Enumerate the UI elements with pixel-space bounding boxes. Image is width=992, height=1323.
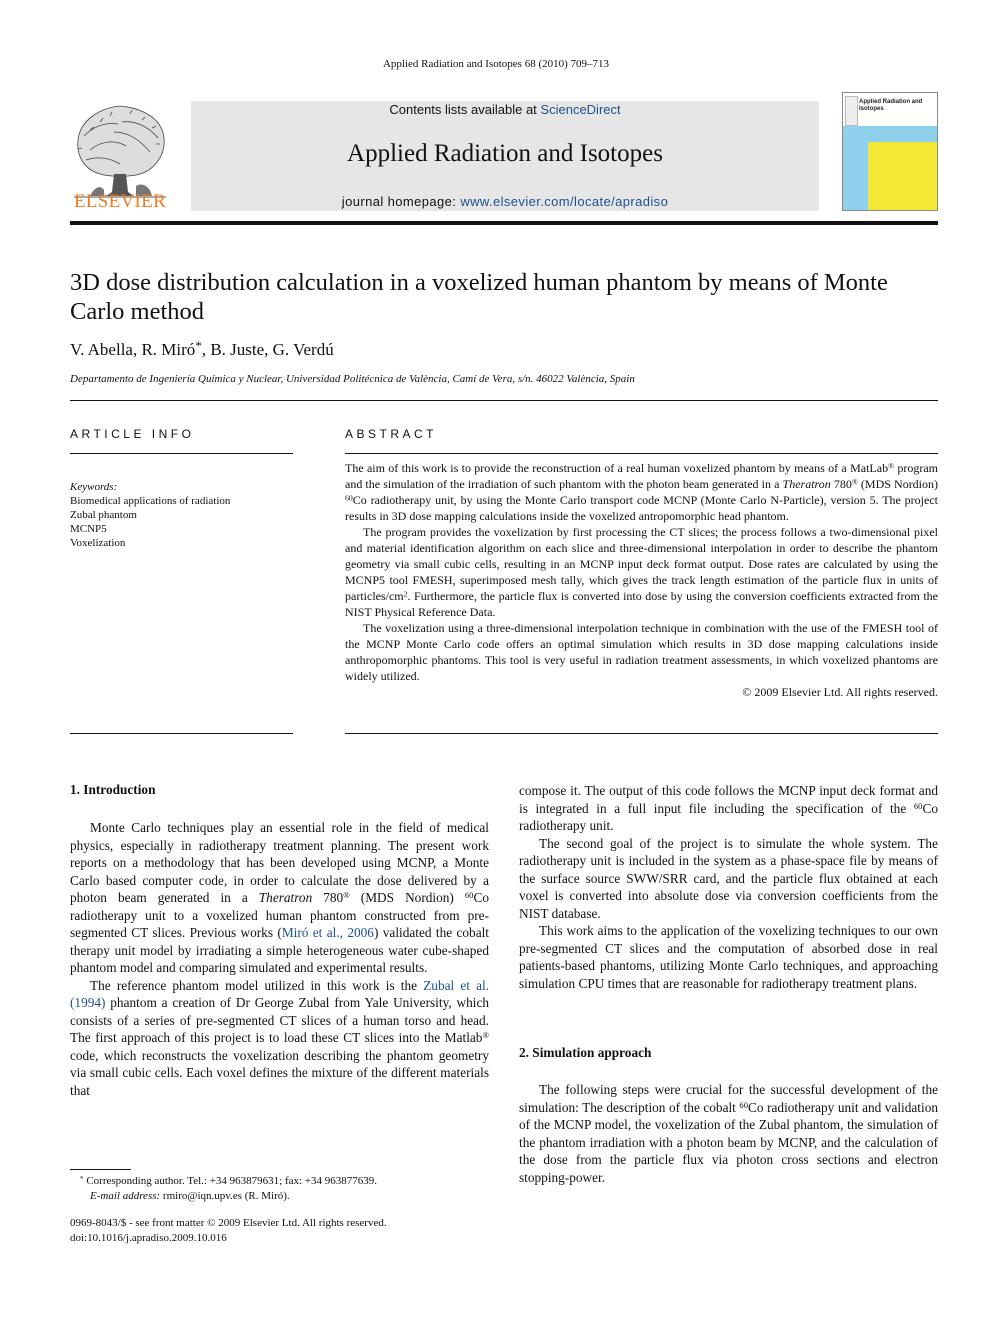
- abstract-paragraph: The aim of this work is to provide the reconstruction of a real human voxelized phantom by means of a MatLab® program and the simulation of the irradiation of such phantom with the photon beam generated in a Theratron 780® (MDS Nordion) $^{60}$Co radiotherapy unit, by using the Monte Carlo transport code MCNP (Monte Carlo N-Particle), version 5. The project results in 3D dose mapping calculations inside the voxelized antropomorphic head phantom.: [345, 461, 939, 523]
- abstract-body: [345, 460, 938, 700]
- homepage-prefix: journal homepage:: [341, 194, 457, 209]
- body-paragraph: This work aims to the application of the voxelizing techniques to our own pre-segmented CT slices and the computation of absorbed dose in real patients-based phantoms, utilizing Monte Carlo techniques, and approaching simulation CPU times that are reasonable for radiotherapy treatment plans.: [519, 923, 938, 991]
- article-info-bottom-rule: [70, 733, 293, 734]
- intro-paragraph: Monte Carlo techniques play an essential role in the field of medical physics, especially in radiotherapy treatment planning. The present work reports on a methodology that has been developed using MCNP, a Monte Carlo based computer code, in order to calculate the dose delivered by a photon beam generated in a Theratron 780® (MDS Nordion) $^{60}$Co radiotherapy unit to a voxelized human phantom constructed from pre-segmented CT slices. Previous works (Miró et al., 2006) validated the cobalt therapy unit model by irradiating a simple heterogeneous water cube-shaped phantom model and comparing simulated and experimental results.: [70, 820, 490, 975]
- front-matter: [70, 1216, 489, 1245]
- body-paragraph: compose it. The output of this code follows the MCNP input deck format and is integrated in a full input file including the specification of the $^{60}$Co radiotherapy unit.: [519, 783, 938, 833]
- abstract-rule: [345, 453, 938, 454]
- journal-citation: Applied Radiation and Isotopes 68 (2010) 709–713: [382, 58, 610, 70]
- keyword-item: Voxelization: [70, 537, 126, 549]
- corresponding-mark[interactable]: *: [195, 338, 202, 353]
- cover-title: Applied Radiation and Isotopes: [859, 99, 923, 112]
- contents-line: [191, 102, 819, 117]
- doi-line[interactable]: doi:10.1016/j.apradiso.2009.10.016: [70, 1231, 227, 1244]
- journal-cover[interactable]: [842, 92, 938, 211]
- reference-link[interactable]: Miró et al., 2006: [281, 925, 374, 940]
- intro-paragraph: The reference phantom model utilized in this work is the Zubal et al. (1994) phantom a creation of Dr George Zubal from Yale University, which consists of a series of pre-segmented CT slices of a human torso and head. The first approach of this project is to load these CT slices into the Matlab® code, which reconstructs the voxelization describing the phantom geometry via small cubic cells. Each voxel defines the mixture of the different materials that: [70, 977, 490, 1098]
- homepage-line: [191, 194, 819, 209]
- sciencedirect-link[interactable]: ScienceDirect: [540, 102, 621, 117]
- header-rule: [70, 221, 938, 225]
- issn-line: 0969-8043/$ - see front matter © 2009 Elsevier Ltd. All rights reserved.: [70, 1217, 387, 1229]
- journal-title: Applied Radiation and Isotopes: [347, 140, 663, 167]
- right-column: [519, 782, 938, 992]
- authors-part-2: , B. Juste, G. Verdú: [201, 340, 334, 359]
- email-note: E-mail address: rmiro@iqn.upv.es (R. Miró).: [90, 1189, 290, 1202]
- reference-link[interactable]: Zubal et al. (1994): [70, 977, 490, 1010]
- keyword-item: MCNP5: [70, 523, 107, 535]
- footnote: [70, 1174, 489, 1203]
- homepage-link[interactable]: www.elsevier.com/locate/apradiso: [460, 194, 669, 209]
- abstract-paragraph: The voxelization using a three-dimensional interpolation technique in combination with the use of the FMESH tool of the MCNP Monte Carlo code offers an optimal simulation which results in 3D dose mapping calculations inside anthropomorphic phantoms. This tool is very useful in radiation treatment assessments, in which voxelized phantoms are widely utilized.: [345, 621, 938, 683]
- contents-prefix: Contents lists available at: [389, 102, 537, 117]
- journal-banner: [191, 101, 819, 211]
- keywords-label: Keywords:: [70, 481, 118, 493]
- affiliation: Departamento de Ingeniería Química y Nuclear, Universidad Politécnica de València, Camí de Vera, s/n. 46022 València, Spain: [70, 373, 635, 385]
- keyword-item: Zubal phantom: [70, 509, 137, 521]
- authors-part-1: V. Abella, R. Miró: [70, 340, 196, 359]
- simulation-column: [519, 1081, 938, 1186]
- body-paragraph: The following steps were crucial for the successful development of the simulation: The description of the cobalt $^{60}$Co radiotherapy unit and validation of the MCNP model, the voxelization of the Zubal phantom, the simulation of the phantom irradiation with a photon beam by MCNP, and the calculation of the dose from the particle flux via photon cross sections and electron stopping-power.: [519, 1082, 938, 1185]
- body-paragraph: The second goal of the project is to simulate the whole system. The radiotherapy unit is included in the system as a phase-space file by means of the surface source SWW/SRR card, and the particle flux obtained at each voxel is converted into absolute dose via conversion coefficients from the NIST database.: [519, 835, 938, 921]
- abstract-paragraph: The program provides the voxelization by first processing the CT slices; the process follows a two-dimensional pixel and material identification algorithm on each slice and three-dimensional interpolation in order to describe the phantom geometry via small cubic cells, resulting in an MCNP input deck format output. Dose rates are calculated by using the MCNP5 tool FMESH, superimposed mesh tally, which gives the track length estimation of the particle flux in units of particles/$cm^2$. Furthermore, the particle flux is converted into dose by using the conversion coefficients extracted from the NIST Physical Reference Data.: [345, 525, 938, 619]
- section-heading-introduction: 1. Introduction: [70, 782, 156, 797]
- publisher-name: ELSEVIER: [73, 191, 167, 212]
- footnote-rule: [70, 1169, 131, 1170]
- abstract-heading: ABSTRACT: [345, 427, 438, 441]
- article-info-rule: [70, 453, 293, 454]
- abstract-bottom-rule: [345, 733, 938, 734]
- article-title: 3D dose distribution calculation in a voxelized human phantom by means of Monte Carlo method: [70, 269, 888, 325]
- keyword-item: Biomedical applications of radiation: [70, 495, 231, 507]
- keywords-block: [70, 480, 293, 550]
- authors: [70, 340, 334, 360]
- article-info-heading: ARTICLE INFO: [70, 427, 195, 441]
- corresponding-author-note: * Corresponding author. Tel.: +34 963879631; fax: +34 963877639.: [80, 1174, 378, 1187]
- section-heading-simulation: 2. Simulation approach: [519, 1045, 652, 1060]
- elsevier-logo: [70, 100, 170, 212]
- affiliation-rule: [70, 400, 938, 401]
- intro-column: [70, 819, 489, 1099]
- abstract-copyright: © 2009 Elsevier Ltd. All rights reserved.: [742, 685, 938, 699]
